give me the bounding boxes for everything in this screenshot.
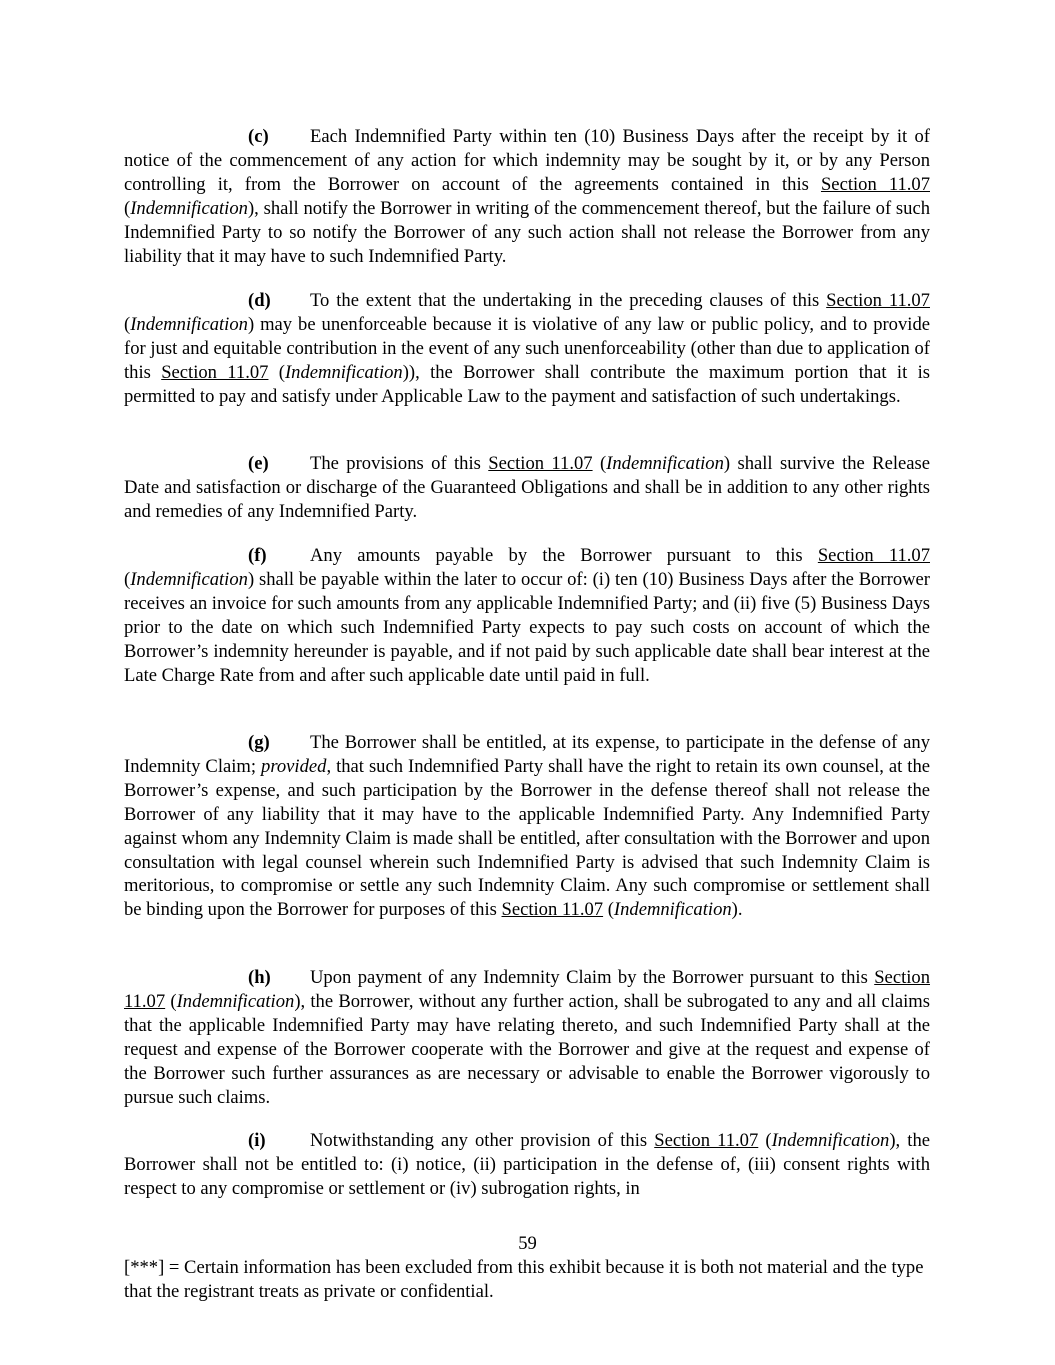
section-reference: Section 11.07 [817, 545, 930, 566]
paragraph-c [124, 125, 930, 268]
section-reference: Section 11.07 [124, 967, 930, 1012]
clause-label-d: (d) [248, 290, 271, 311]
text: Any amounts payable by the Borrower pursuant to this [310, 545, 818, 566]
text: ), the Borrower, without any further action, shall be subrogated to any and all claims that the applicable Indemnified Party may have relating thereto, and such Indemnified Party shall at the request and expense of the Borrower cooperate with the Borrower and give at the request and expense of the Borrower such further assurances as are necessary or advisable to enable the Borrower vigorously to pursue such claims. [124, 990, 930, 1108]
text: ( [124, 568, 131, 590]
emphasis: provided [261, 755, 327, 777]
clause-label-f: (f) [248, 545, 267, 566]
paragraph-d [124, 289, 930, 409]
text: ( [592, 453, 607, 474]
emphasis: Indemnification [613, 899, 732, 921]
text: Upon payment of any Indemnity Claim by the Borrower pursuant to this [310, 967, 875, 988]
paragraph-e [124, 452, 930, 524]
text: ) shall be payable within the later to occur of: (i) ten (10) Business Days after the Borrower receives an invoice for such amounts from any applicable Indemnified Party; and (ii) five (5) Business Days prior to the date on which such Indemnified Party expects to pay such costs on account of which the Borrower’s indemnity hereunder is payable, and if not paid by such applicable date shall bear interest at the Late Charge Rate from and after such applicable date until paid in full. [124, 568, 930, 686]
emphasis: Indemnification [284, 361, 403, 383]
text: )), the Borrower shall contribute the maximum portion that it is permitted to pay and satisfy under Applicable Law to the payment and satisfaction of such undertakings. [124, 361, 930, 407]
footer-note: [***] = Certain information has been excluded from this exhibit because it is both not material and the type that the registrant treats as private or confidential. [124, 1257, 924, 1302]
page-number: 59 [518, 1233, 537, 1254]
text: Each Indemnified Party within ten (10) Business Days after the receipt by it of notice of the commencement of any action for which indemnity may be sought by it, or by any Person controlling it, from the Borrower on account of the agreements contained in this [124, 126, 930, 195]
emphasis: Indemnification [130, 568, 248, 590]
emphasis: Indemnification [176, 990, 295, 1012]
text: ( [758, 1130, 772, 1151]
paragraph-h [124, 966, 930, 1109]
text: The provisions of this [310, 453, 489, 474]
paragraph-f [124, 544, 930, 687]
text: ). [731, 899, 743, 921]
text: ( [268, 361, 285, 383]
text: ), shall notify the Borrower in writing of the commencement thereof, but the failure of such Indemnified Party to so notify the Borrower of any such action shall not release the Borrower from any liability that it may have to such Indemnified Party. [124, 197, 930, 267]
clause-label-e: (e) [248, 453, 269, 474]
paragraph-g [124, 731, 930, 922]
text: The Borrower shall be entitled, at its expense, to participate in the defense of any Indemnity Claim; [124, 732, 930, 777]
clause-label-h: (h) [248, 967, 271, 988]
section-reference: Section 11.07 [501, 899, 604, 921]
text: ( [165, 990, 177, 1012]
text: ( [124, 197, 131, 219]
paragraph-i [124, 1129, 930, 1201]
text: ), the Borrower shall not be entitled to: (i) notice, (ii) participation in the defense of, (iii) consent rights with respect to any compromise or settlement or (iv) subrogation rights, in [124, 1130, 930, 1199]
section-reference: Section 11.07 [161, 361, 269, 383]
emphasis: Indemnification [130, 313, 248, 335]
text: ( [603, 899, 614, 921]
section-reference: Section 11.07 [826, 290, 930, 311]
text: ( [124, 313, 131, 335]
clause-label-c: (c) [248, 126, 269, 147]
text: ) shall survive the Release Date and satisfaction or discharge of the Guaranteed Obligations and shall be in addition to any other rights and remedies of any Indemnified Party. [124, 453, 931, 522]
emphasis: Indemnification [606, 453, 724, 474]
clause-label-i: (i) [248, 1130, 266, 1151]
emphasis: Indemnification [771, 1130, 890, 1151]
emphasis: Indemnification [130, 197, 248, 219]
clause-label-g: (g) [248, 732, 270, 753]
text: To the extent that the undertaking in the preceding clauses of this [310, 290, 827, 311]
text: ) may be unenforceable because it is violative of any law or public policy, and to provide for just and equitable contribution in the event of any such unenforceability (other than due to application of this [124, 313, 930, 383]
section-reference: Section 11.07 [820, 173, 930, 195]
section-reference: Section 11.07 [654, 1130, 759, 1151]
text: , that such Indemnified Party shall have the right to retain its own counsel, at the Borrower’s expense, and such participation by the Borrower in the defense thereof shall not release the Borrower of any liability that it may have to the applicable Indemnified Party. Any Indemnified Party against whom any Indemnity Claim is made shall be entitled, after consultation with the Borrower and upon consultation with legal counsel wherein such Indemnified Party is advised that such Indemnity Claim is meritorious, to compromise or settle any such Indemnity Claim. Any such compromise or settlement shall be binding upon the Borrower for purposes of this [124, 755, 931, 921]
section-reference: Section 11.07 [488, 453, 593, 474]
text: Notwithstanding any other provision of this [310, 1130, 655, 1151]
